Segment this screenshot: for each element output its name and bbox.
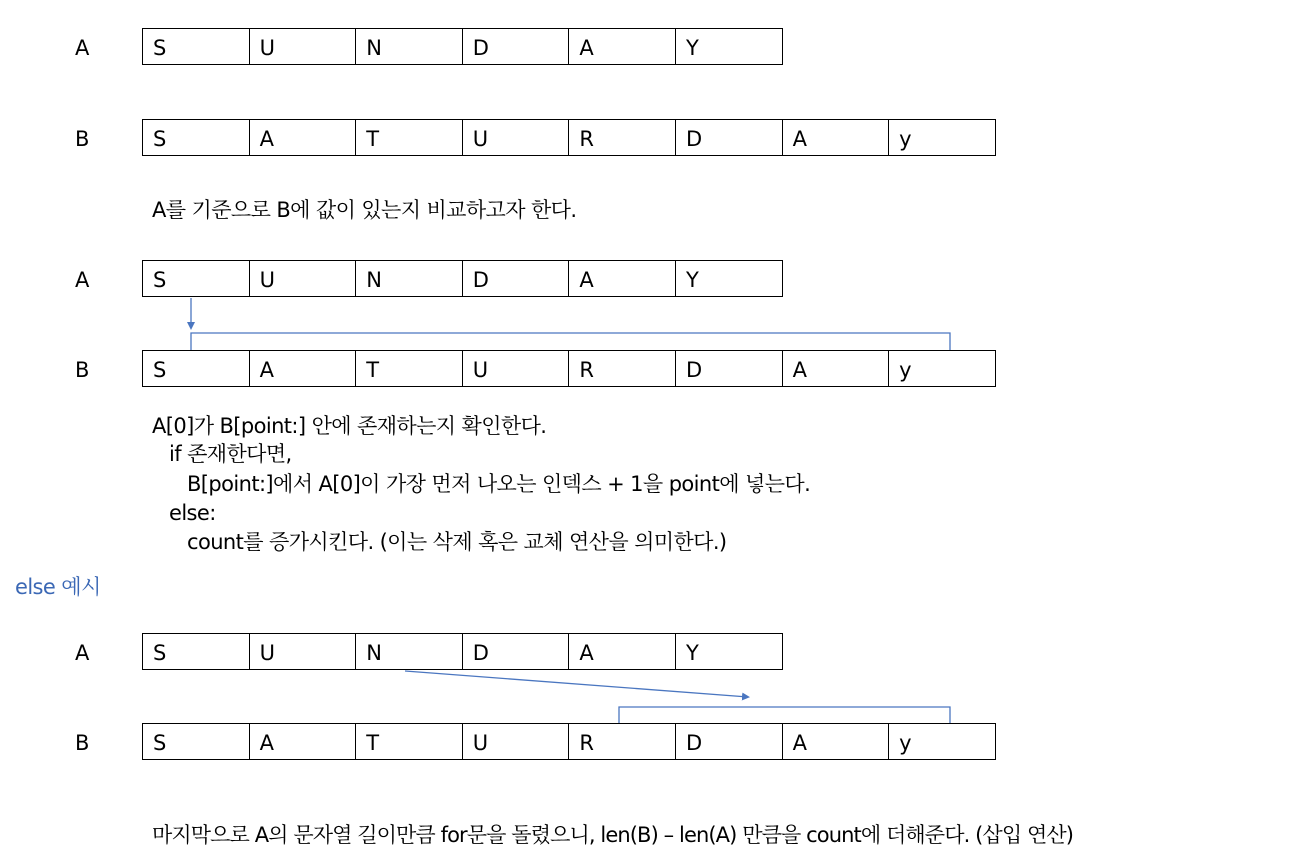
group3-b-label: B — [75, 731, 90, 755]
group1-b-cell: T — [356, 120, 463, 156]
group3-a-cell: U — [250, 634, 357, 670]
group3-a-cell: Y — [676, 634, 783, 670]
group3-b-cell: R — [569, 724, 676, 760]
group2-a-cell: A — [569, 261, 676, 297]
group1-b-cell: S — [143, 120, 250, 156]
step3-text: B[point:]에서 A[0]이 가장 먼저 나오는 인덱스 + 1을 point에 넣는다. — [187, 472, 811, 496]
group1-b-cell: A — [783, 120, 890, 156]
group2-b-cell: y — [889, 351, 996, 387]
group2-b-cell: S — [143, 351, 250, 387]
intro-text: A를 기준으로 B에 값이 있는지 비교하고자 한다. — [152, 198, 577, 222]
group2-b-cell: U — [463, 351, 570, 387]
group2-b-cell: T — [356, 351, 463, 387]
group1-b-cell: D — [676, 120, 783, 156]
group1-b-cell: R — [569, 120, 676, 156]
group3-a-cell: S — [143, 634, 250, 670]
group3-a-cell: D — [463, 634, 570, 670]
group1-a-cell: D — [463, 29, 570, 65]
group3-b-cell: S — [143, 724, 250, 760]
group2-b-cell: A — [250, 351, 357, 387]
step4-text: else: — [169, 501, 216, 525]
group2-a-cell: S — [143, 261, 250, 297]
group2-b-label: B — [75, 358, 90, 382]
group2-a-cell: D — [463, 261, 570, 297]
group3-b-cell: U — [463, 724, 570, 760]
group2-range-bracket — [191, 333, 950, 350]
group3-b-cell: A — [250, 724, 357, 760]
else-example-heading: else 예시 — [15, 575, 101, 599]
group2-b-cell: R — [569, 351, 676, 387]
group1-a-cell: U — [250, 29, 357, 65]
final-text: 마지막으로 A의 문자열 길이만큼 for문을 돌렸으니, len(B) – len(A) 만큼을 count에 더해준다. (삽입 연산) — [152, 823, 1074, 847]
group3-b-cell: y — [889, 724, 996, 760]
group2-a-cell: Y — [676, 261, 783, 297]
group3-b-cell: D — [676, 724, 783, 760]
step5-text: count를 증가시킨다. (이는 삭제 혹은 교체 연산을 의미한다.) — [187, 530, 727, 554]
group3-b-cell: T — [356, 724, 463, 760]
group3-range-bracket — [619, 707, 950, 723]
step1-text: A[0]가 B[point:] 안에 존재하는지 확인한다. — [152, 414, 547, 438]
step2-text: if 존재한다면, — [169, 442, 292, 466]
group2-a-cell: N — [356, 261, 463, 297]
group3-diagonal-arrow — [405, 671, 748, 697]
group2-a-cell: U — [250, 261, 357, 297]
group1-b-cell: y — [889, 120, 996, 156]
group3-a-cell: A — [569, 634, 676, 670]
group3-b-cell: A — [783, 724, 890, 760]
group1-b-cell: U — [463, 120, 570, 156]
group1-b-label: B — [75, 127, 90, 151]
group1-a-cell: Y — [676, 29, 783, 65]
group3-a-label: A — [75, 641, 90, 665]
group2-a-label: A — [75, 268, 90, 292]
group1-a-label: A — [75, 36, 90, 60]
group1-b-cell: A — [250, 120, 357, 156]
group1-a-cell: S — [143, 29, 250, 65]
group2-b-cell: D — [676, 351, 783, 387]
group1-a-cell: N — [356, 29, 463, 65]
group2-b-cell: A — [783, 351, 890, 387]
group3-a-cell: N — [356, 634, 463, 670]
group1-a-cell: A — [569, 29, 676, 65]
